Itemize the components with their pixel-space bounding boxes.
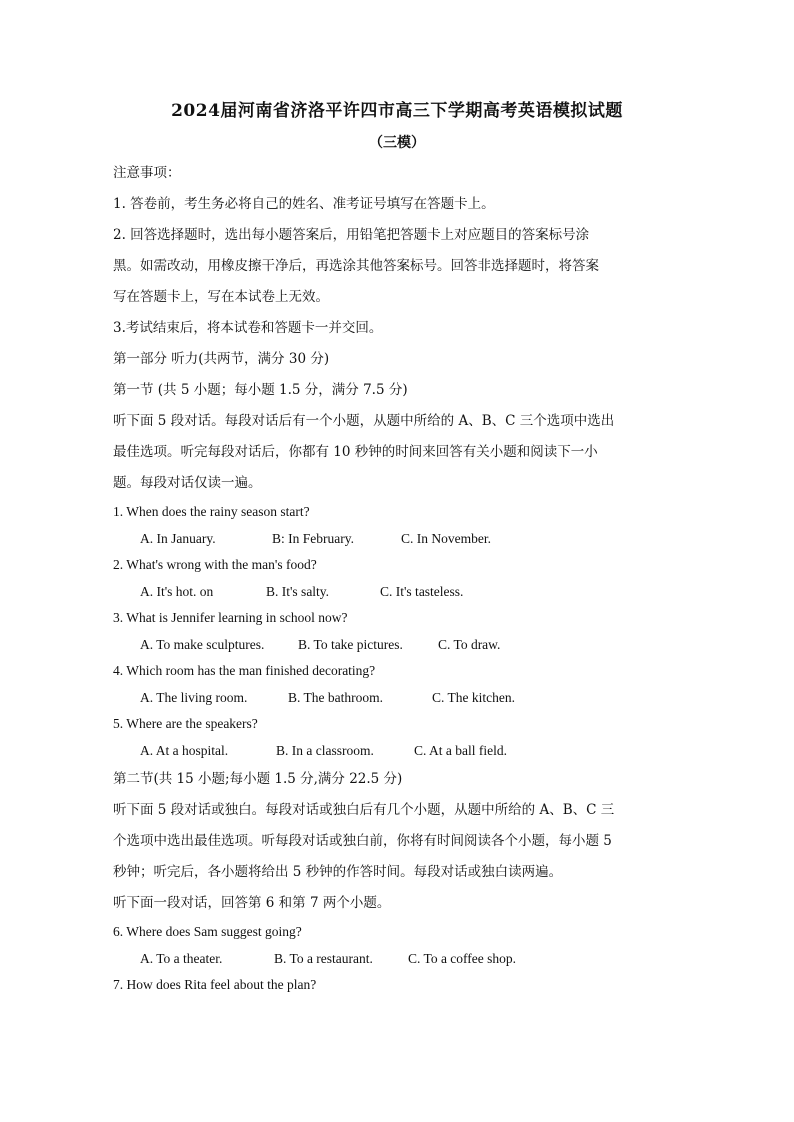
- options-5: [113, 737, 681, 764]
- instruction-line: 秒钟；听完后，各小题将给出 5 秒钟的作答时间。每段对话或独白读两遍。: [113, 864, 563, 880]
- option-b: B. To take pictures.: [298, 637, 403, 652]
- option-a: A. At a hospital.: [140, 743, 229, 758]
- option-c: C. It's tasteless.: [380, 584, 464, 599]
- question-1: 1. When does the rainy season start?: [113, 504, 310, 519]
- dialog-note: 听下面一段对话，回答第 6 和第 7 两个小题。: [113, 895, 391, 911]
- page-title: 2024届河南省济洛平许四市高三下学期高考英语模拟试题: [171, 101, 623, 121]
- option-b: B. The bathroom.: [288, 690, 383, 705]
- option-c: C. At a ball field.: [414, 743, 507, 758]
- question-5: 5. Where are the speakers?: [113, 716, 258, 731]
- option-a: A. The living room.: [140, 690, 248, 705]
- option-c: C. In November.: [401, 531, 491, 546]
- option-c: C. To a coffee shop.: [408, 951, 517, 966]
- instruction-line: 最佳选项。听完每段对话后，你都有 10 秒钟的时间来回答有关小题和阅读下一小: [113, 444, 598, 460]
- option-c: C. The kitchen.: [432, 690, 515, 705]
- options-2: [113, 578, 681, 605]
- section1-header: 第一节 (共 5 小题；每小题 1.5 分，满分 7.5 分): [113, 382, 408, 398]
- exam-content: [113, 158, 681, 998]
- option-b: B. It's salty.: [266, 584, 330, 599]
- question-3: 3. What is Jennifer learning in school now?: [113, 610, 348, 625]
- page-subtitle: （三模）: [369, 135, 425, 151]
- options-6: [113, 945, 681, 972]
- option-b: B. To a restaurant.: [274, 951, 373, 966]
- notes-header: 注意事项：: [113, 165, 181, 181]
- note-line: 写在答题卡上，写在本试卷上无效。: [113, 289, 329, 305]
- options-4: [113, 684, 681, 711]
- option-a: A. To a theater.: [140, 951, 223, 966]
- instruction-line: 听下面 5 段对话。每段对话后有一个小题，从题中所给的 A、B、C 三个选项中选出: [113, 413, 615, 429]
- note-line: 2. 回答选择题时，选出每小题答案后，用铅笔把答题卡上对应题目的答案标号涂: [113, 227, 590, 243]
- note-line: 1. 答卷前，考生务必将自己的姓名、准考证号填写在答题卡上。: [113, 196, 495, 212]
- options-1: [113, 525, 681, 552]
- option-b: B: In February.: [272, 531, 354, 546]
- instruction-line: 听下面 5 段对话或独白。每段对话或独白后有几个小题，从题中所给的 A、B、C 三: [113, 802, 615, 818]
- note-line: 黑。如需改动，用橡皮擦干净后，再选涂其他答案标号。回答非选择题时，将答案: [113, 258, 599, 274]
- instruction-line: 个选项中选出最佳选项。听每段对话或独白前，你将有时间阅读各个小题，每小题 5: [113, 833, 612, 849]
- option-a: A. In January.: [140, 531, 216, 546]
- instruction-line: 题。每段对话仅读一遍。: [113, 475, 262, 491]
- options-3: [113, 631, 681, 658]
- option-a: A. To make sculptures.: [140, 637, 265, 652]
- question-4: 4. Which room has the man finished decorating?: [113, 663, 376, 678]
- option-b: B. In a classroom.: [276, 743, 374, 758]
- part1-header: 第一部分 听力(共两节，满分 30 分): [113, 351, 330, 367]
- question-7: 7. How does Rita feel about the plan?: [113, 977, 317, 992]
- question-6: 6. Where does Sam suggest going?: [113, 924, 302, 939]
- option-a: A. It's hot. on: [140, 584, 214, 599]
- note-line: 3.考试结束后，将本试卷和答题卡一并交回。: [113, 320, 383, 336]
- option-c: C. To draw.: [438, 637, 501, 652]
- question-2: 2. What's wrong with the man's food?: [113, 557, 317, 572]
- section2-header: 第二节(共 15 小题;每小题 1.5 分,满分 22.5 分): [113, 771, 403, 787]
